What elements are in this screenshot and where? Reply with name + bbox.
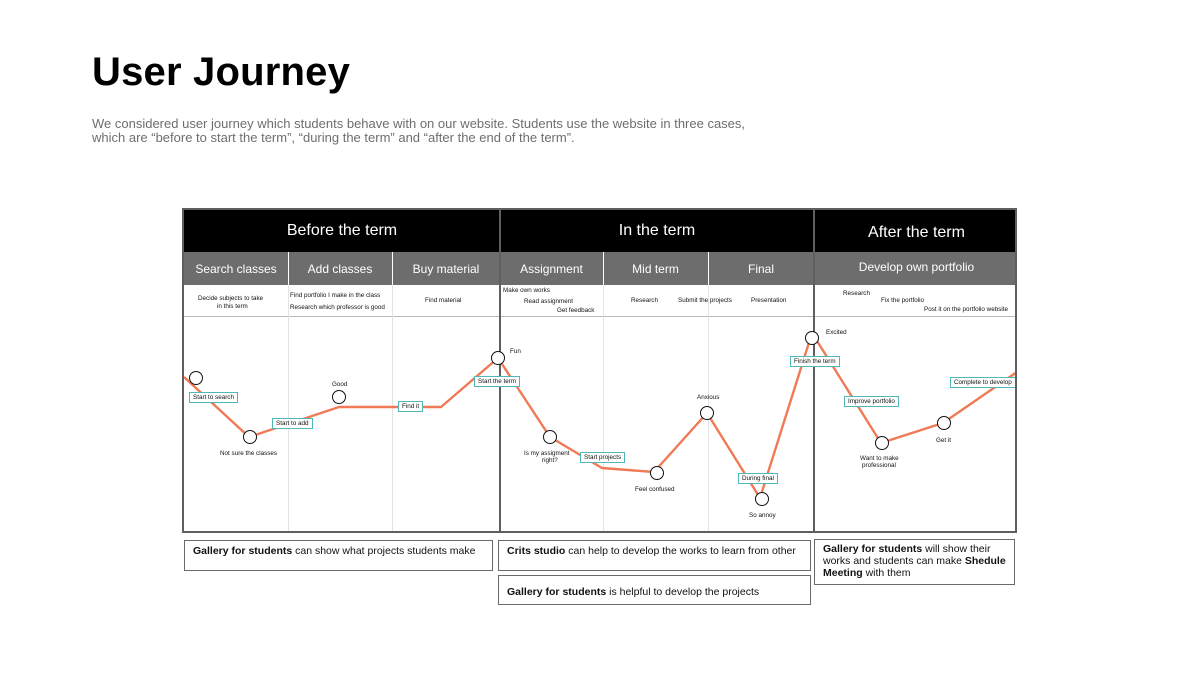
tag-find-it: Find it bbox=[398, 401, 423, 412]
action-decide-1: Decide subjects to take bbox=[198, 295, 264, 302]
phase-after: After the term bbox=[814, 210, 1017, 252]
tag-start-term: Start the term bbox=[474, 376, 520, 387]
confused-face-icon bbox=[650, 466, 664, 480]
emotion-anxious: Anxious bbox=[697, 394, 720, 401]
action-research-professor: Research which professor is good bbox=[290, 304, 385, 311]
emotion-annoy: So annoy bbox=[749, 512, 776, 519]
note-crits-text: can help to develop the works to learn from other bbox=[565, 545, 796, 557]
excited-face-icon bbox=[805, 331, 819, 345]
happy-face-icon bbox=[189, 371, 203, 385]
emotion-assignment-q1: Is my assigment bbox=[524, 450, 570, 457]
action-find-portfolio: Find portfolio I make in the class bbox=[290, 292, 381, 299]
action-get-feedback: Get feedback bbox=[557, 307, 595, 314]
stage-search-classes: Search classes bbox=[184, 252, 288, 285]
emotion-excited: Excited bbox=[826, 329, 847, 336]
note-after-term bbox=[814, 539, 1015, 585]
action-read-assignment: Read assignment bbox=[524, 298, 574, 305]
action-research-mid: Research bbox=[631, 297, 658, 304]
note-after-bold-2: Shedule Meeting bbox=[823, 555, 1006, 579]
worried-face-icon bbox=[543, 430, 557, 444]
note-before-term-text: can show what projects students make bbox=[292, 545, 476, 557]
emotion-confused: Feel confused bbox=[635, 486, 675, 493]
action-presentation: Presentation bbox=[751, 297, 787, 304]
stage-final: Final bbox=[708, 252, 814, 285]
emotion-not-sure: Not sure the classes bbox=[220, 450, 278, 457]
neutral-face-icon bbox=[875, 436, 889, 450]
note-crits-bold: Crits studio bbox=[507, 545, 566, 557]
intro-text: We considered user journey which students behave with on our website. Students use the website in three cases, which are “before to start the term”, “during the term” and “after the end of the term”. bbox=[92, 116, 746, 145]
note-before-term bbox=[184, 540, 493, 571]
action-fix-portfolio: Fix the portfolio bbox=[881, 297, 925, 304]
stage-add-classes: Add classes bbox=[288, 252, 392, 285]
note-during-term-gallery bbox=[498, 575, 811, 605]
stage-buy-material: Buy material bbox=[392, 252, 500, 285]
note-after-text-2: with them bbox=[862, 567, 911, 579]
tag-complete-develop: Complete to develop bbox=[950, 377, 1016, 388]
note-gallery-bold: Gallery for students bbox=[507, 586, 607, 598]
note-gallery-text: is helpful to develop the projects bbox=[606, 586, 760, 598]
anxious-face-icon bbox=[700, 406, 714, 420]
tag-during-final: During final bbox=[738, 473, 778, 484]
happy-face-icon bbox=[332, 390, 346, 404]
note-after-text-1: will show their works and students can make bbox=[823, 543, 991, 567]
tag-start-projects: Start projects bbox=[580, 452, 625, 463]
tag-start-add: Start to add bbox=[272, 418, 313, 429]
emotion-curve bbox=[184, 210, 1017, 533]
action-submit-projects: Submit the projects bbox=[678, 297, 732, 304]
emotion-assignment-q2: right? bbox=[542, 457, 558, 464]
phase-before: Before the term bbox=[184, 210, 500, 252]
journey-map bbox=[182, 208, 1017, 533]
tag-improve-portfolio: Improve portfolio bbox=[844, 396, 899, 407]
annoyed-face-icon bbox=[755, 492, 769, 506]
action-find-material: Find material bbox=[425, 297, 462, 304]
action-post-portfolio: Post it on the portfolio website bbox=[924, 306, 1009, 313]
emotion-want-2: professional bbox=[862, 462, 896, 469]
emotion-want-1: Want to make bbox=[860, 455, 899, 462]
laughing-face-icon bbox=[491, 351, 505, 365]
note-during-term-crits bbox=[498, 540, 811, 571]
smiling-face-icon bbox=[937, 416, 951, 430]
stage-mid-term: Mid term bbox=[603, 252, 708, 285]
emotion-fun: Fun bbox=[510, 348, 521, 355]
worried-face-icon bbox=[243, 430, 257, 444]
emotion-get-it: Get it bbox=[936, 437, 952, 444]
tag-finish-term: Finish the term bbox=[790, 356, 840, 367]
note-before-term-bold: Gallery for students bbox=[193, 545, 293, 557]
action-make-works: Make own works bbox=[503, 287, 550, 294]
phase-during: In the term bbox=[500, 210, 814, 252]
stage-assignment: Assignment bbox=[500, 252, 603, 285]
emotion-good: Good bbox=[332, 381, 348, 388]
page-title: User Journey bbox=[92, 50, 351, 94]
action-research-after: Research bbox=[843, 290, 870, 297]
action-decide-2: in this term bbox=[217, 303, 248, 310]
note-after-bold-1: Gallery for students bbox=[823, 543, 923, 555]
stage-develop-portfolio: Develop own portfolio bbox=[814, 252, 1017, 285]
tag-start-search: Start to search bbox=[189, 392, 238, 403]
